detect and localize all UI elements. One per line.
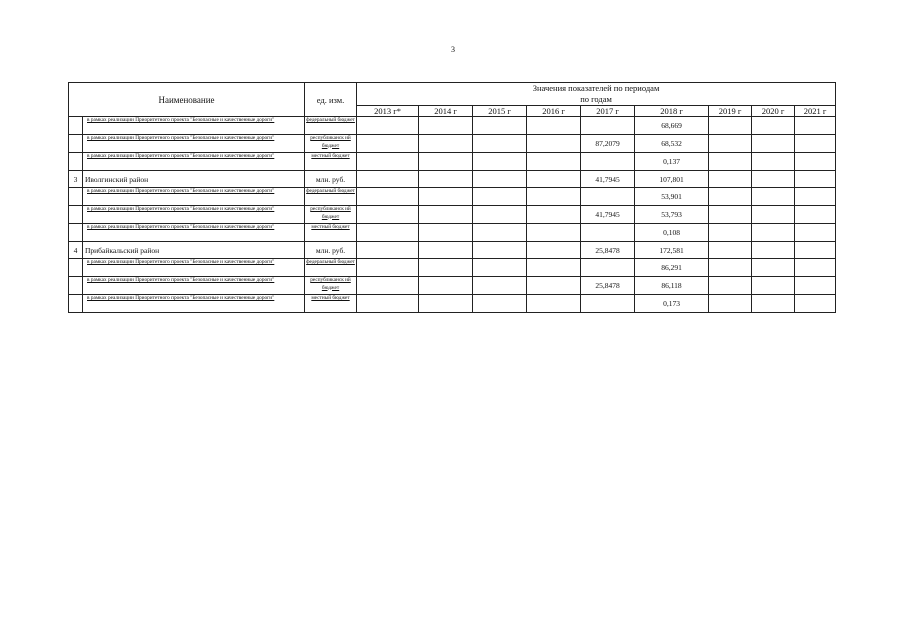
value-cell-2020 xyxy=(752,206,795,224)
value-cell-2019 xyxy=(709,153,752,171)
row-name xyxy=(83,188,305,206)
row-name xyxy=(83,224,305,242)
value-cell-2014 xyxy=(419,295,473,313)
row-unit-text: млн. руб. xyxy=(315,245,346,255)
value-cell-2016 xyxy=(527,135,581,153)
row-name xyxy=(83,242,305,259)
row-unit xyxy=(305,295,357,313)
value-cell-2014 xyxy=(419,277,473,295)
row-number xyxy=(69,224,83,242)
value-cell-2014 xyxy=(419,242,473,259)
value-cell-2015 xyxy=(473,259,527,277)
value-cell-2016 xyxy=(527,206,581,224)
header-values-title-line1: Значения показателей по периодам xyxy=(532,83,660,93)
value-cell-2014 xyxy=(419,206,473,224)
value-cell-2013 xyxy=(357,206,419,224)
budget-row xyxy=(69,277,836,295)
value-cell-2015 xyxy=(473,171,527,188)
row-name-text: Прибайкальский район xyxy=(85,245,160,255)
value-cell-2020 xyxy=(752,224,795,242)
value-cell-2013 xyxy=(357,117,419,135)
value-cell-2015 xyxy=(473,242,527,259)
row-number xyxy=(69,188,83,206)
value-cell-2013 xyxy=(357,224,419,242)
value-cell-2021 xyxy=(795,224,836,242)
value-cell-2016 xyxy=(527,153,581,171)
value-cell-2017 xyxy=(581,117,635,135)
value-cell-2017 xyxy=(581,188,635,206)
value-cell-2019 xyxy=(709,117,752,135)
row-name-text: в рамках реализации Приоритетного проекта "Безопасные и качественные дороги" xyxy=(87,224,275,230)
row-name-text: в рамках реализации Приоритетного проекта "Безопасные и качественные дороги" xyxy=(87,188,275,194)
value-cell-2018: 0,108 xyxy=(635,224,709,242)
row-unit-text: федеральный бюджет xyxy=(306,117,355,123)
row-name xyxy=(83,259,305,277)
value-cell-2014 xyxy=(419,259,473,277)
value-cell-2018: 53,793 xyxy=(635,206,709,224)
value-cell-2021 xyxy=(795,171,836,188)
row-unit-text: республиканск ий бюджет xyxy=(310,135,351,149)
header-year: 2015 г xyxy=(473,106,527,117)
row-unit xyxy=(305,135,357,153)
value-cell-2019 xyxy=(709,135,752,153)
row-unit xyxy=(305,171,357,188)
row-unit-text: республиканск ий бюджет xyxy=(310,277,351,291)
row-unit xyxy=(305,153,357,171)
value-cell-2016 xyxy=(527,277,581,295)
value-cell-2013 xyxy=(357,153,419,171)
header-year: 2020 г xyxy=(752,106,795,117)
header-year: 2013 г* xyxy=(357,106,419,117)
district-row xyxy=(69,242,836,259)
row-number: 3 xyxy=(69,171,83,188)
value-cell-2015 xyxy=(473,206,527,224)
value-cell-2013 xyxy=(357,188,419,206)
value-cell-2019 xyxy=(709,188,752,206)
value-cell-2015 xyxy=(473,135,527,153)
value-cell-2018: 172,581 xyxy=(635,242,709,259)
value-cell-2021 xyxy=(795,295,836,313)
row-number xyxy=(69,117,83,135)
row-unit-text: местный бюджет xyxy=(311,224,350,230)
value-cell-2014 xyxy=(419,188,473,206)
budget-row xyxy=(69,153,836,171)
value-cell-2014 xyxy=(419,224,473,242)
value-cell-2016 xyxy=(527,188,581,206)
row-unit xyxy=(305,206,357,224)
table-header xyxy=(69,83,836,117)
value-cell-2019 xyxy=(709,206,752,224)
row-name xyxy=(83,295,305,313)
value-cell-2020 xyxy=(752,242,795,259)
value-cell-2021 xyxy=(795,135,836,153)
row-name-text: в рамках реализации Приоритетного проекта "Безопасные и качественные дороги" xyxy=(87,135,275,141)
value-cell-2020 xyxy=(752,171,795,188)
row-unit-text: местный бюджет xyxy=(311,295,350,301)
value-cell-2015 xyxy=(473,277,527,295)
header-year: 2017 г xyxy=(581,106,635,117)
value-cell-2016 xyxy=(527,295,581,313)
page-number: 3 xyxy=(451,45,455,54)
value-cell-2020 xyxy=(752,153,795,171)
budget-row xyxy=(69,188,836,206)
row-number xyxy=(69,135,83,153)
header-year: 2014 г xyxy=(419,106,473,117)
row-unit-text: федеральный бюджет xyxy=(306,188,355,194)
value-cell-2014 xyxy=(419,171,473,188)
value-cell-2018: 0,137 xyxy=(635,153,709,171)
value-cell-2021 xyxy=(795,117,836,135)
value-cell-2013 xyxy=(357,135,419,153)
value-cell-2019 xyxy=(709,171,752,188)
value-cell-2020 xyxy=(752,135,795,153)
value-cell-2020 xyxy=(752,259,795,277)
value-cell-2015 xyxy=(473,224,527,242)
value-cell-2014 xyxy=(419,117,473,135)
row-number xyxy=(69,153,83,171)
value-cell-2021 xyxy=(795,242,836,259)
value-cell-2021 xyxy=(795,259,836,277)
value-cell-2013 xyxy=(357,277,419,295)
value-cell-2015 xyxy=(473,117,527,135)
row-number xyxy=(69,259,83,277)
value-cell-2018: 86,118 xyxy=(635,277,709,295)
row-name xyxy=(83,206,305,224)
row-unit xyxy=(305,224,357,242)
value-cell-2021 xyxy=(795,188,836,206)
row-name xyxy=(83,153,305,171)
value-cell-2017: 41,7945 xyxy=(581,206,635,224)
value-cell-2017: 25,8478 xyxy=(581,242,635,259)
value-cell-2016 xyxy=(527,259,581,277)
row-unit xyxy=(305,117,357,135)
row-unit-text: местный бюджет xyxy=(311,153,350,159)
value-cell-2021 xyxy=(795,277,836,295)
value-cell-2017: 87,2079 xyxy=(581,135,635,153)
header-year: 2016 г xyxy=(527,106,581,117)
budget-row xyxy=(69,295,836,313)
row-unit xyxy=(305,277,357,295)
value-cell-2016 xyxy=(527,242,581,259)
header-unit: ед. изм. xyxy=(305,83,357,117)
value-cell-2018: 86,291 xyxy=(635,259,709,277)
value-cell-2017 xyxy=(581,295,635,313)
row-unit-text: млн. руб. xyxy=(315,174,346,184)
value-cell-2013 xyxy=(357,242,419,259)
row-number: 4 xyxy=(69,242,83,259)
budget-row xyxy=(69,259,836,277)
value-cell-2018: 107,801 xyxy=(635,171,709,188)
value-cell-2016 xyxy=(527,224,581,242)
row-name xyxy=(83,171,305,188)
row-unit xyxy=(305,188,357,206)
row-name-text: в рамках реализации Приоритетного проекта "Безопасные и качественные дороги" xyxy=(87,206,275,212)
value-cell-2017 xyxy=(581,259,635,277)
header-values-title-line2: по годам xyxy=(580,94,612,104)
value-cell-2020 xyxy=(752,188,795,206)
row-number xyxy=(69,206,83,224)
value-cell-2019 xyxy=(709,242,752,259)
row-name-text: в рамках реализации Приоритетного проекта "Безопасные и качественные дороги" xyxy=(87,295,275,301)
value-cell-2016 xyxy=(527,117,581,135)
value-cell-2013 xyxy=(357,171,419,188)
row-name-text: Иволгинский район xyxy=(85,174,149,184)
value-cell-2015 xyxy=(473,188,527,206)
row-name-text: в рамках реализации Приоритетного проекта "Безопасные и качественные дороги" xyxy=(87,277,275,283)
value-cell-2021 xyxy=(795,153,836,171)
budget-row xyxy=(69,135,836,153)
value-cell-2017: 41,7945 xyxy=(581,171,635,188)
value-cell-2019 xyxy=(709,277,752,295)
header-year: 2018 г xyxy=(635,106,709,117)
value-cell-2017 xyxy=(581,224,635,242)
row-name xyxy=(83,135,305,153)
value-cell-2017 xyxy=(581,153,635,171)
value-cell-2021 xyxy=(795,206,836,224)
value-cell-2015 xyxy=(473,295,527,313)
value-cell-2018: 68,532 xyxy=(635,135,709,153)
value-cell-2014 xyxy=(419,135,473,153)
value-cell-2016 xyxy=(527,171,581,188)
header-name: Наименование xyxy=(69,83,305,117)
row-unit-text: федеральный бюджет xyxy=(306,259,355,265)
value-cell-2013 xyxy=(357,259,419,277)
row-unit xyxy=(305,259,357,277)
value-cell-2018: 0,173 xyxy=(635,295,709,313)
table-body xyxy=(69,117,836,313)
row-name-text: в рамках реализации Приоритетного проекта "Безопасные и качественные дороги" xyxy=(87,117,275,123)
value-cell-2019 xyxy=(709,224,752,242)
value-cell-2019 xyxy=(709,295,752,313)
value-cell-2020 xyxy=(752,295,795,313)
indicators-table xyxy=(68,82,836,313)
row-number xyxy=(69,295,83,313)
row-name xyxy=(83,277,305,295)
budget-row xyxy=(69,206,836,224)
district-row xyxy=(69,171,836,188)
value-cell-2020 xyxy=(752,277,795,295)
value-cell-2017: 25,8478 xyxy=(581,277,635,295)
value-cell-2019 xyxy=(709,259,752,277)
value-cell-2018: 53,901 xyxy=(635,188,709,206)
budget-row xyxy=(69,117,836,135)
row-name xyxy=(83,117,305,135)
value-cell-2015 xyxy=(473,153,527,171)
header-year: 2021 г xyxy=(795,106,836,117)
row-unit-text: республиканск ий бюджет xyxy=(310,206,351,220)
row-name-text: в рамках реализации Приоритетного проекта "Безопасные и качественные дороги" xyxy=(87,153,275,159)
value-cell-2014 xyxy=(419,153,473,171)
value-cell-2013 xyxy=(357,295,419,313)
row-unit xyxy=(305,242,357,259)
header-year: 2019 г xyxy=(709,106,752,117)
value-cell-2018: 68,669 xyxy=(635,117,709,135)
row-name-text: в рамках реализации Приоритетного проекта "Безопасные и качественные дороги" xyxy=(87,259,275,265)
row-number xyxy=(69,277,83,295)
budget-row xyxy=(69,224,836,242)
header-values-title xyxy=(357,83,836,106)
value-cell-2020 xyxy=(752,117,795,135)
